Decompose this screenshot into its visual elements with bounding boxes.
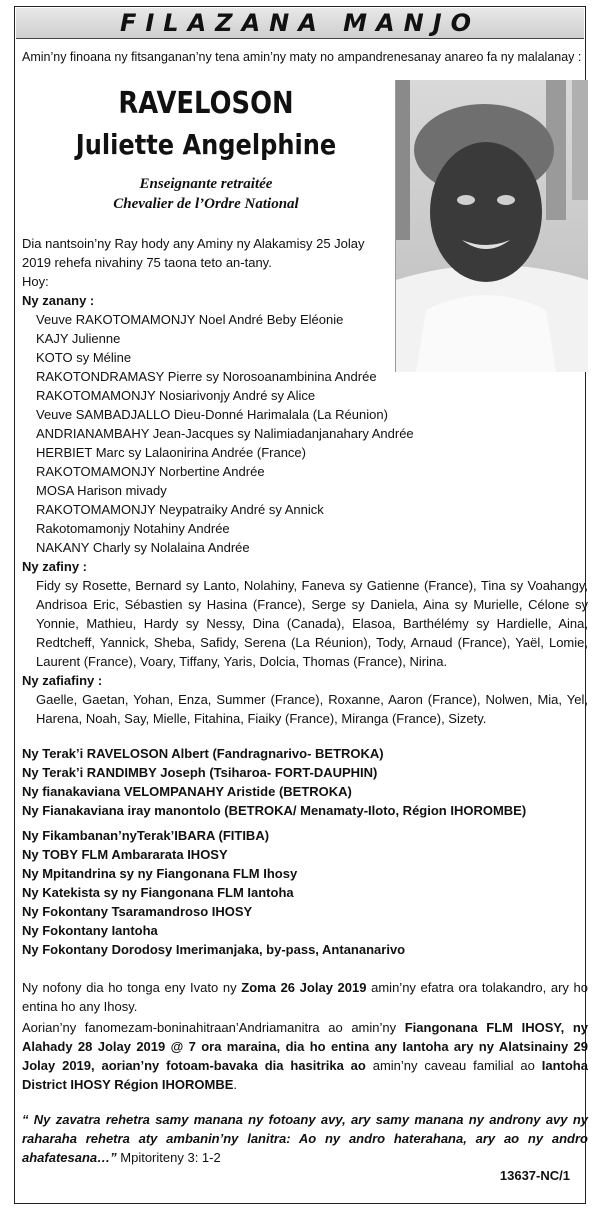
service-text-1: Aorian’ny fanomezam-boninahitraan’Andriamanitra ao amin’ny bbox=[22, 1020, 405, 1035]
community-line: Ny Fikambanan’nyTerak’IBARA (FITIBA) bbox=[22, 828, 270, 843]
service-location: Iantoha District IHOSY Région IHOROMBE bbox=[22, 1058, 588, 1092]
service-text-3: . bbox=[233, 1077, 238, 1092]
service-details: Fiangonana FLM IHOSY, ny Alahady 28 Jolay 2019 @ 7 ora maraina, dia ho entina any Iantoha ary ny Alatsinainy 29 Jolay 2019, aorian’ny fotoam-bavaka dia hasitrika ao bbox=[22, 1020, 589, 1073]
child-item: RAKOTOMAMONJY Neypatraiky André sy Annick bbox=[36, 502, 324, 517]
child-item: Veuve RAKOTOMAMONJY Noel André Beby Eléonie bbox=[36, 312, 344, 327]
deceased-title-1: Enseignante retraitée bbox=[139, 176, 273, 192]
transfer-date: Zoma 26 Jolay 2019 bbox=[241, 980, 367, 995]
child-item: RAKOTOMAMONJY Norbertine Andrée bbox=[36, 464, 265, 479]
family-lines bbox=[22, 744, 588, 820]
family-line: Ny Fianakaviana iray manontolo (BETROKA/ Menamaty-Iloto, Région IHOROMBE) bbox=[22, 803, 527, 818]
community-line: Ny Mpitandrina sy ny Fiangonana FLM Ihosy bbox=[22, 866, 298, 881]
hoy-label: Hoy: bbox=[22, 274, 49, 289]
children-section bbox=[22, 291, 588, 728]
child-item: MOSA Harison mivady bbox=[36, 483, 167, 498]
deceased-given-names: Juliette Angelphine bbox=[75, 128, 337, 161]
deceased-surname: RAVELOSON bbox=[118, 86, 294, 121]
service-paragraph bbox=[22, 1018, 588, 1094]
children-heading: Ny zanany : bbox=[22, 293, 95, 308]
child-item: Veuve SAMBADJALLO Dieu-Donné Harimalala (La Réunion) bbox=[36, 407, 388, 422]
scripture-quote bbox=[22, 1110, 588, 1167]
grandchildren-heading: Ny zafiny : bbox=[22, 559, 88, 574]
child-item: ANDRIANAMBAHY Jean-Jacques sy Nalimiadanjanahary Andrée bbox=[36, 426, 414, 441]
community-lines bbox=[22, 826, 588, 959]
community-line: Ny Katekista sy ny Fiangonana FLM Iantoha bbox=[22, 885, 294, 900]
child-item: HERBIET Marc sy Lalaonirina Andrée (France) bbox=[36, 445, 306, 460]
child-item: RAKOTOMAMONJY Nosiarivonjy André sy Alice bbox=[36, 388, 316, 403]
intro-text: Amin’ny finoana ny fitsanganan’ny tena amin’ny maty no ampandrenesanay anareo fa ny malalanay : bbox=[22, 50, 582, 64]
transfer-text-2: amin’ny efatra ora tolakandro, ary ho entina ho any Ihosy. bbox=[22, 980, 588, 1014]
family-line: Ny Terak’i RANDIMBY Joseph (Tsiharoa- FORT-DAUPHIN) bbox=[22, 765, 378, 780]
banner-title: FILAZANA MANJO bbox=[119, 9, 481, 37]
great-grandchildren-heading: Ny zafiafiny : bbox=[22, 673, 103, 688]
community-line: Ny Fokontany Tsaramandroso IHOSY bbox=[22, 904, 253, 919]
child-item: KOTO sy Méline bbox=[36, 350, 132, 365]
great-grandchildren-list: Gaelle, Gaetan, Yohan, Enza, Summer (France), Roxanne, Aaron (France), Nolwen, Mia, Yel, Harena, Noah, Say, Mielle, Fitahina, Fiaiky (France), Miranga (France), Sizety. bbox=[36, 692, 588, 726]
quote-reference: Mpitoriteny 3: 1-2 bbox=[116, 1150, 221, 1165]
quote-text: “ Ny zavatra rehetra samy manana ny fotoany avy, ary samy manana ny androny avy ny raharaha rehetra aty ambanin’ny lanitra: Ao ny andro haterahana, ary ao ny andro ahafatesana…” bbox=[22, 1112, 588, 1165]
grandchildren-list: Fidy sy Rosette, Bernard sy Lanto, Nolahiny, Faneva sy Gatienne (France), Tina sy Voahangy, Andrisoa Eric, Sébastien sy Hasina (France), Serge sy Daniela, Aina sy Murielle, Célone sy Yonnie, Mathieu, Hardy sy Nessy, Dina (Canada), Elasoa, Barthélémy sy Hardielle, Aina, Redtcheff, Yannick, Sheba, Safidy, Serena (La Réunion), Tody, Arnaud (France), Yaël, Lomie, Laurent (France), Voary, Tiffany, Yaris, Dolcia, Thomas (France), Nirina. bbox=[36, 578, 588, 669]
announcement-text: Dia nantsoin’ny Ray hody any Aminy ny Alakamisy 25 Jolay 2019 rehefa nivahiny 75 taona teto an-tany. bbox=[22, 236, 365, 270]
transfer-paragraph bbox=[22, 978, 588, 1016]
family-line: Ny fianakaviana VELOMPANAHY Aristide (BETROKA) bbox=[22, 784, 352, 799]
deceased-title-2: Chevalier de l’Ordre National bbox=[113, 196, 299, 212]
notice-reference: 13637-NC/1 bbox=[499, 1168, 570, 1183]
notice-banner bbox=[16, 8, 584, 39]
community-line: Ny Fokontany Iantoha bbox=[22, 923, 158, 938]
child-item: KAJY Julienne bbox=[36, 331, 121, 346]
family-line: Ny Terak’i RAVELOSON Albert (Fandragnarivo- BETROKA) bbox=[22, 746, 384, 761]
transfer-text-1: Ny nofony dia ho tonga eny Ivato ny bbox=[22, 980, 242, 995]
community-line: Ny Fokontany Dorodosy Imerimanjaka, by-pass, Antananarivo bbox=[22, 942, 406, 957]
child-item: RAKOTONDRAMASY Pierre sy Norosoanambinina Andrée bbox=[36, 369, 377, 384]
child-item: NAKANY Charly sy Nolalaina Andrée bbox=[36, 540, 250, 555]
service-text-2: amin’ny caveau familial ao bbox=[365, 1058, 542, 1073]
community-line: Ny TOBY FLM Ambararata IHOSY bbox=[22, 847, 228, 862]
child-item: Rakotomamonjy Notahiny Andrée bbox=[36, 521, 230, 536]
